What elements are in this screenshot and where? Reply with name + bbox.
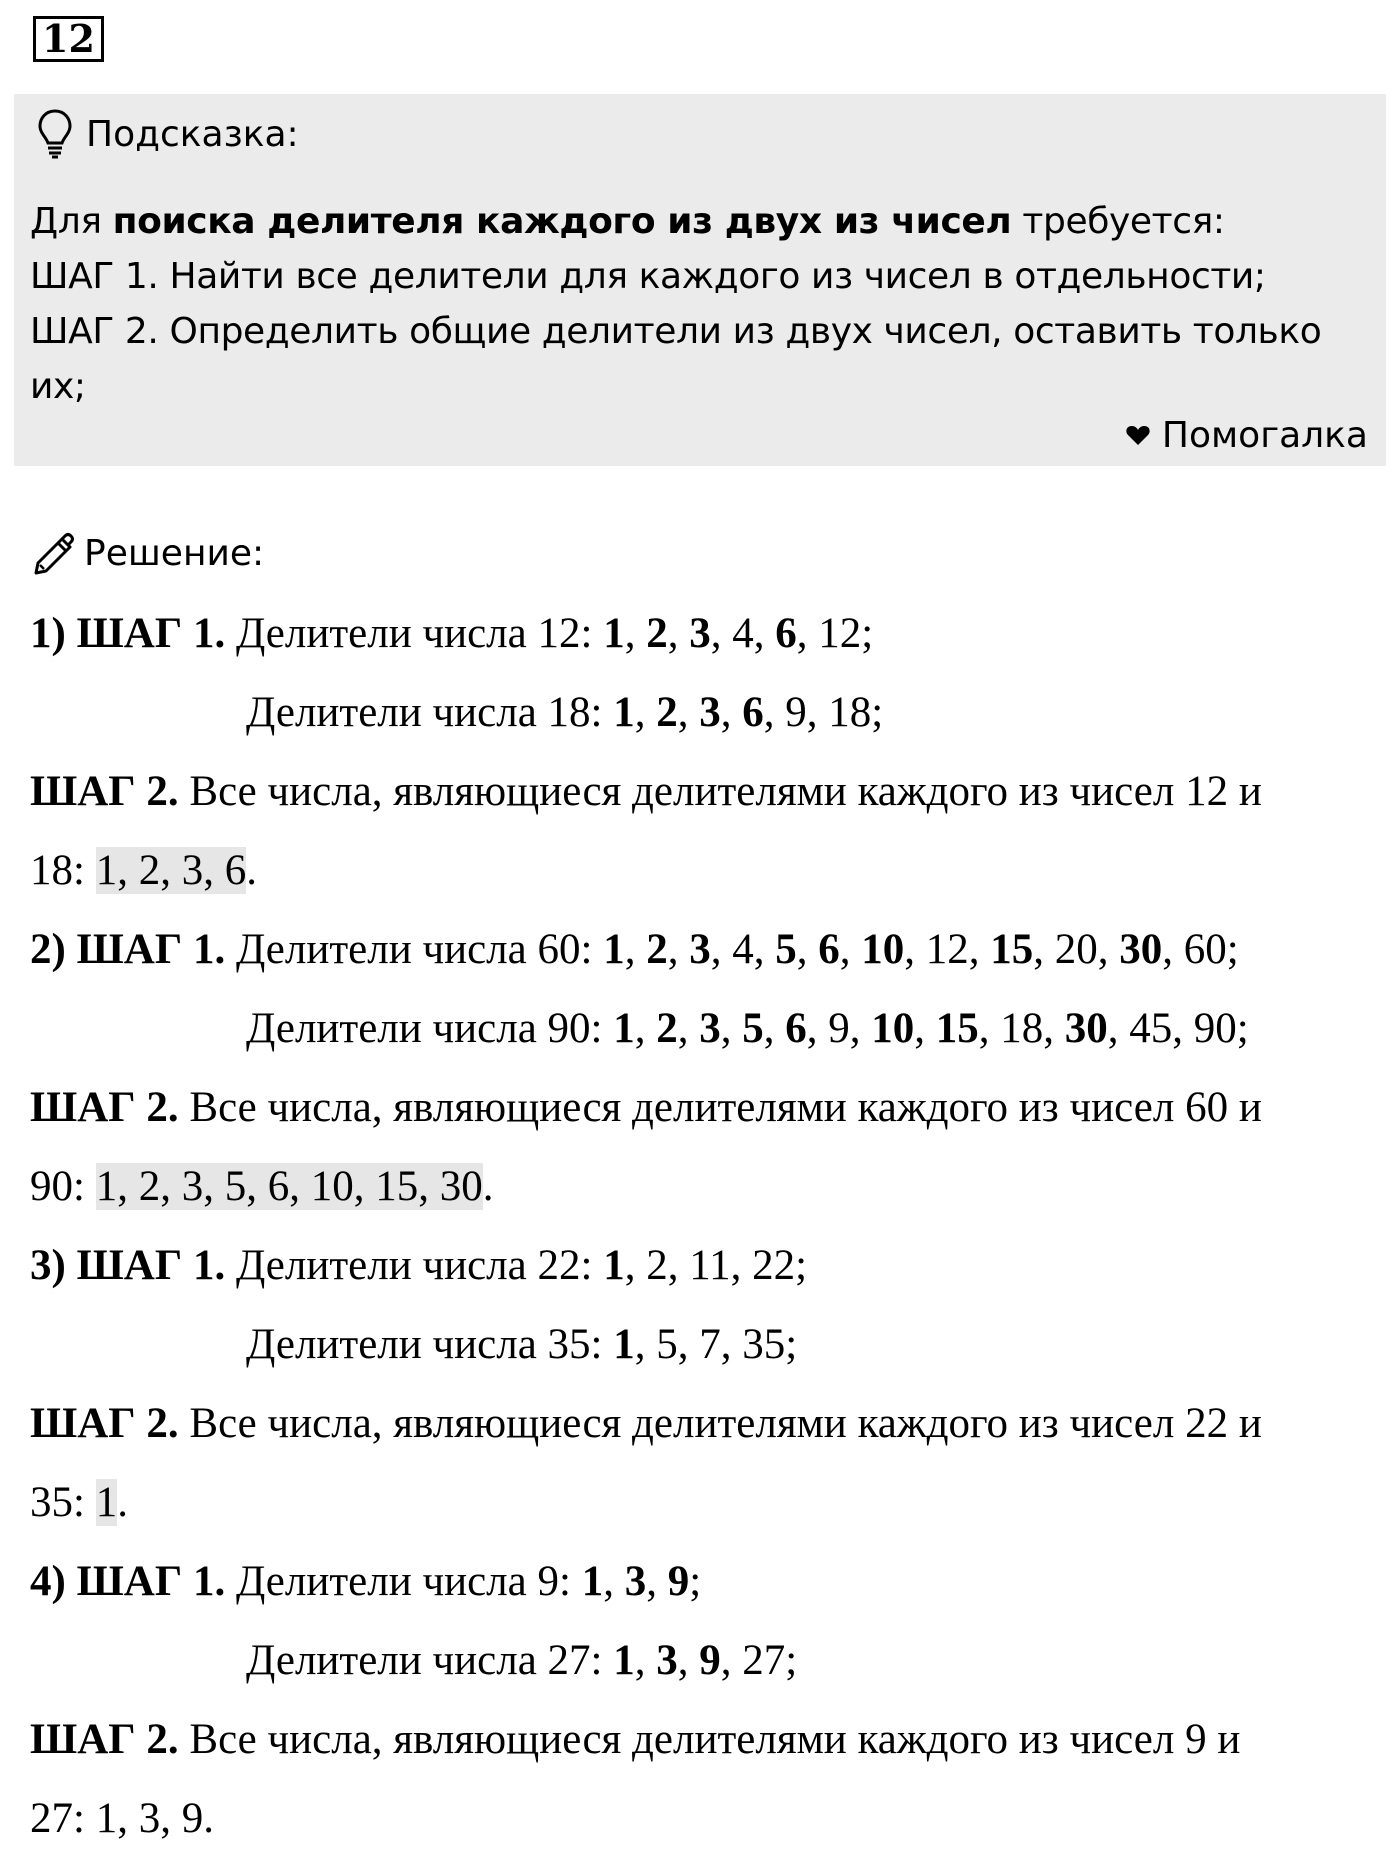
solution-3-label: 3) ШАГ 1. [30, 1242, 226, 1289]
solution-2-label: 2) ШАГ 1. [30, 926, 226, 973]
solution-2-line2-seg-1: 1 [613, 1005, 635, 1052]
hint-step-2: ШАГ 2. Определить общие делители из двух чисел, оставить только [30, 311, 1322, 352]
solution-4-line1-seg-4: , [646, 1558, 668, 1605]
solution-2-line2-seg-11: 10 [871, 1005, 915, 1052]
heart-icon [1126, 424, 1150, 446]
solution-2-line2-seg-15: 30 [1064, 1005, 1108, 1052]
solution-2-line2-seg-12: , [914, 1005, 936, 1052]
solution-1-step2-line [30, 752, 1380, 831]
solution-2-line2-seg-8: , [763, 1005, 786, 1052]
solution-4-line1-seg-2: , [603, 1558, 625, 1605]
solution-3-line2-seg-1: 1 [613, 1321, 635, 1368]
hint-title: Подсказка: [86, 113, 299, 155]
hint-text [30, 194, 1370, 414]
hint-header [38, 104, 299, 164]
solution-1-line1-seg-0: Делители числа 12: [225, 610, 604, 657]
solution-1-line1-seg-1: 1 [603, 610, 625, 657]
solution-3-step2-text: Все числа, являющиеся делителями каждого из чисел 22 и [178, 1400, 1262, 1447]
solution-1-line2-seg-5: 3 [699, 689, 721, 736]
solution-3-step2-line [30, 1384, 1380, 1463]
task-number: 12 [33, 16, 104, 62]
solution-2-line2-seg-10: , 9, [806, 1005, 872, 1052]
solution-3-step1-line1 [30, 1226, 1380, 1305]
brand-name: Помогалка [1161, 414, 1368, 456]
solution-2-line2-seg-5: 3 [699, 1005, 721, 1052]
solution-2-line1-seg-10: , [839, 926, 862, 973]
solution-4-line2-seg-4: , [677, 1637, 700, 1684]
solution-header [30, 525, 264, 581]
solution-1-line1-seg-3: 2 [646, 610, 668, 657]
solution-title: Решение: [84, 532, 265, 574]
solution-1-line1-seg-4: , [667, 610, 690, 657]
brand-signature [1126, 410, 1368, 460]
solution-2-line1-seg-7: 5 [775, 926, 797, 973]
solution-2-line1-seg-16: , 60; [1162, 926, 1239, 973]
solution-2-line1-seg-12: , 12, [904, 926, 991, 973]
solution-4-line1-seg-6: ; [689, 1558, 702, 1605]
hint-step-1-label: ШАГ 1. [30, 256, 159, 297]
solution-2-line1-seg-5: 3 [689, 926, 711, 973]
solution-2-line1-seg-6: , 4, [710, 926, 776, 973]
solution-4-result-value: 1, 3, 9 [95, 1795, 204, 1842]
solution-1-line1-seg-7: 6 [775, 610, 797, 657]
hint-step-1: ШАГ 1. Найти все делители для каждого из чисел в отдельности; [30, 256, 1266, 297]
lightbulb-icon [38, 109, 72, 159]
solution-4-line1-seg-3: 3 [624, 1558, 647, 1605]
solution-3-result-prefix: 35: [30, 1479, 96, 1526]
solution-2-step1-line1 [30, 910, 1380, 989]
solution-4-result-line [30, 1779, 1380, 1858]
solution-1-line1-seg-8: , 12; [796, 610, 874, 657]
solution-1-line2-seg-6: , [720, 689, 743, 736]
solution-4-step2-text: Все числа, являющиеся делителями каждого из чисел 9 и [178, 1716, 1241, 1763]
solution-2-result-suffix: . [482, 1163, 494, 1210]
solution-2-line2-seg-16: , 45, 90; [1107, 1005, 1249, 1052]
solution-2-line1-seg-0: Делители числа 60: [225, 926, 604, 973]
solution-3-line2-seg-2: , 5, 7, 35; [634, 1321, 798, 1368]
solution-3-result-suffix: . [117, 1479, 128, 1526]
solution-2-step2-text: Все числа, являющиеся делителями каждого из чисел 60 и [178, 1084, 1262, 1131]
solution-4-line1-seg-0: Делители числа 9: [225, 1558, 582, 1605]
solution-2-line1-seg-8: , [796, 926, 819, 973]
solution-4-line2-seg-3: 3 [656, 1637, 678, 1684]
solution-3-line1-seg-2: , 2, 11, 22; [624, 1242, 808, 1289]
solution-4-result-prefix: 27: [30, 1795, 96, 1842]
solution-1-line2-seg-0: Делители числа 18: [246, 689, 614, 736]
solution-2-line1-seg-14: , 20, [1033, 926, 1120, 973]
solution-2-line1-seg-4: , [667, 926, 690, 973]
solution-4-line1-seg-1: 1 [581, 1558, 604, 1605]
solution-1-line2-seg-7: 6 [742, 689, 764, 736]
solution-4-step2-label: ШАГ 2. [30, 1716, 179, 1763]
hint-step-2-label: ШАГ 2. [30, 311, 159, 352]
solution-2-line1-seg-2: , [624, 926, 647, 973]
hint-step-2-cont: их; [30, 366, 86, 407]
solution-2-line1-seg-9: 6 [818, 926, 840, 973]
solution-2-result-line [30, 1147, 1380, 1226]
solution-4-line2-seg-5: 9 [699, 1637, 721, 1684]
solution-2-step1-line2 [30, 989, 1400, 1068]
solution-2-line1-seg-1: 1 [603, 926, 625, 973]
solution-1-line1-seg-5: 3 [689, 610, 711, 657]
solution-1-line1-seg-2: , [624, 610, 647, 657]
solution-2-line1-seg-11: 10 [861, 926, 905, 973]
solution-2-line2-seg-6: , [720, 1005, 743, 1052]
solution-2-result-value: 1, 2, 3, 5, 6, 10, 15, 30 [95, 1163, 483, 1210]
solution-1-line2-seg-3: 2 [656, 689, 678, 736]
solution-2-line2-seg-4: , [677, 1005, 700, 1052]
solution-4-line2-seg-2: , [634, 1637, 657, 1684]
solution-1-result-suffix: . [246, 847, 257, 894]
solution-3-line1-seg-1: 1 [603, 1242, 625, 1289]
hint-box [14, 94, 1386, 466]
solution-4-step1-line2 [30, 1621, 1400, 1700]
solution-4-line2-seg-0: Делители числа 27: [246, 1637, 614, 1684]
solution-3-result-value: 1 [95, 1479, 118, 1526]
solution-1-result-line [30, 831, 1380, 910]
solution-1-result-prefix: 18: [30, 847, 96, 894]
solution-2-line1-seg-13: 15 [990, 926, 1034, 973]
solution-4-line2-seg-6: , 27; [720, 1637, 798, 1684]
solution-2-line2-seg-2: , [634, 1005, 657, 1052]
solution-2-line2-seg-0: Делители числа 90: [246, 1005, 614, 1052]
solution-1-step1-line2 [30, 673, 1400, 752]
solution-2-line2-seg-14: , 18, [978, 1005, 1065, 1052]
solution-2-result-prefix: 90: [30, 1163, 96, 1210]
solution-2-line1-seg-15: 30 [1119, 926, 1163, 973]
solution-1-step2-text: Все числа, являющиеся делителями каждого из чисел 12 и [178, 768, 1262, 815]
solution-1-line2-seg-2: , [634, 689, 657, 736]
solution-4-step2-line [30, 1700, 1380, 1779]
solution-4-line2-seg-1: 1 [613, 1637, 635, 1684]
solution-1-label: 1) ШАГ 1. [30, 610, 226, 657]
hint-intro-bold: поиска делителя каждого из двух из чисел [112, 201, 1012, 242]
solution-3-line2-seg-0: Делители числа 35: [246, 1321, 614, 1368]
solution-4-line1-seg-5: 9 [667, 1558, 690, 1605]
solution-4-result-suffix: . [203, 1795, 214, 1842]
solution-3-step2-label: ШАГ 2. [30, 1400, 179, 1447]
solution-4-step1-line1 [30, 1542, 1380, 1621]
solution-2-line1-seg-3: 2 [646, 926, 668, 973]
solution-1-step1-line1 [30, 594, 1380, 673]
solution-2-line2-seg-7: 5 [742, 1005, 764, 1052]
solution-2-line2-seg-13: 15 [935, 1005, 979, 1052]
solution-1-line2-seg-1: 1 [613, 689, 635, 736]
hint-intro: Для поиска делителя каждого из двух из чисел требуется: [30, 201, 1225, 242]
solution-3-line1-seg-0: Делители числа 22: [225, 1242, 604, 1289]
solution-4-label: 4) ШАГ 1. [30, 1558, 226, 1605]
solution-1-line2-seg-8: , 9, 18; [763, 689, 884, 736]
solution-3-result-line [30, 1463, 1380, 1542]
solution-1-step2-label: ШАГ 2. [30, 768, 179, 815]
solution-2-step2-label: ШАГ 2. [30, 1084, 179, 1131]
pencil-icon [30, 529, 78, 577]
solution-1-line1-seg-6: , 4, [710, 610, 776, 657]
solution-1-result-value: 1, 2, 3, 6 [95, 847, 247, 894]
solution-2-step2-line [30, 1068, 1380, 1147]
solution-2-line2-seg-9: 6 [785, 1005, 807, 1052]
solution-1-line2-seg-4: , [677, 689, 700, 736]
solution-3-step1-line2 [30, 1305, 1400, 1384]
solution-2-line2-seg-3: 2 [656, 1005, 678, 1052]
